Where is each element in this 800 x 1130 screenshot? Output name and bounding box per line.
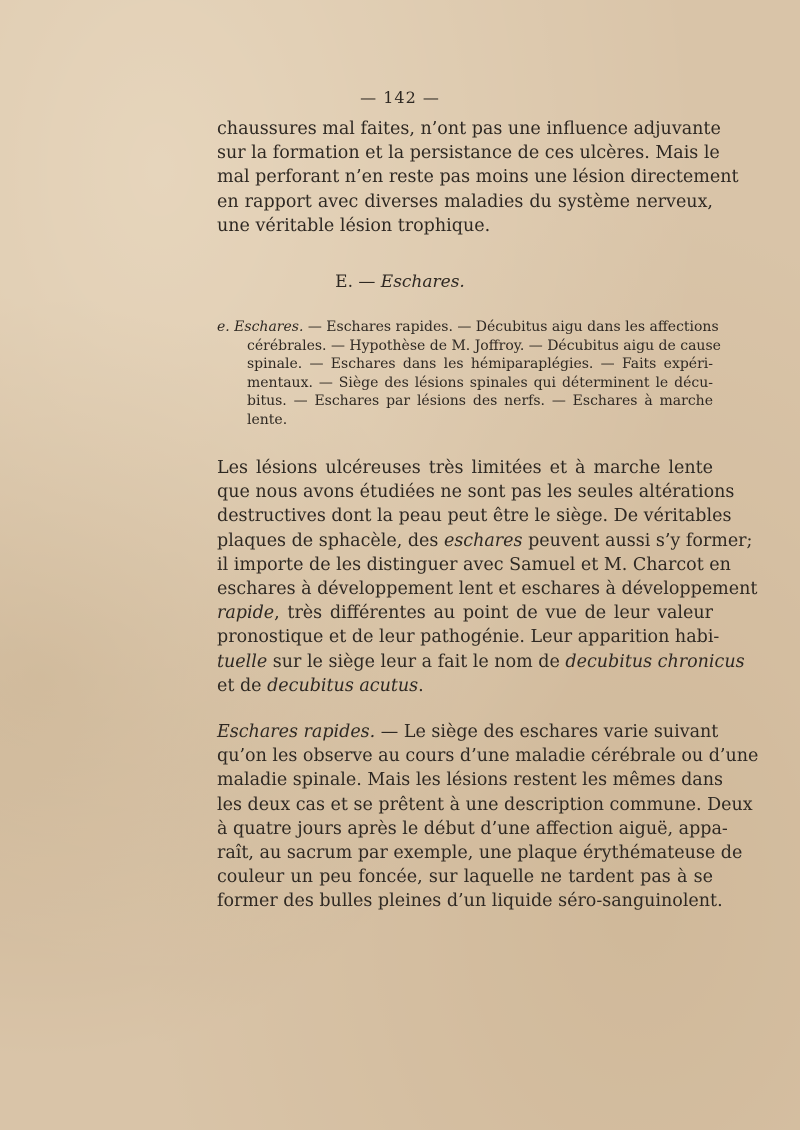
text-line (217, 529, 753, 553)
text-line: chaussures mal faites, n’ont pas une influence adjuvante (217, 119, 721, 139)
text-line: que nous avons étudiées ne sont pas les seules altérations (217, 482, 735, 503)
text-line: eschares à développement lent et eschares à développement (217, 579, 758, 600)
section-letter: E. — (335, 272, 376, 292)
paragraph-eschares-rapides (217, 720, 759, 914)
summary-line: spinale. — Eschares dans les hémiparaplégies. — Faits expéri- (247, 356, 713, 372)
page-number: — 142 — (360, 88, 440, 107)
text-line: en rapport avec diverses maladies du système nerveux, (217, 191, 713, 212)
italic-term: eschares (443, 530, 523, 551)
section-summary (217, 318, 721, 429)
text-line: qu’on les observe au cours d’une maladie cérébrale ou d’une (217, 746, 759, 767)
section-heading (0, 272, 800, 292)
text-line: Les lésions ulcéreuses très limitées et à marche lente (217, 458, 713, 478)
italic-term: decubitus chronicus (565, 651, 745, 672)
text-line: pronostique et de leur pathogénie. Leur apparition habi- (217, 627, 720, 648)
text-line: une véritable lésion trophique. (217, 215, 491, 236)
text-line: mal perforant n’en reste pas moins une lésion directement (217, 167, 739, 188)
summary-line: mentaux. — Siège des lésions spinales qui déterminent le décu- (247, 374, 713, 391)
text-line: il importe de les distinguer avec Samuel et M. Charcot en (217, 554, 731, 575)
paragraph-continuation (217, 117, 739, 238)
text-run: , très différentes au point de vue de leur valeur (274, 603, 713, 624)
paragraph-lesions (217, 456, 758, 698)
text-run: sur le siège leur a fait le nom de (267, 651, 560, 672)
italic-term: rapide (217, 603, 275, 624)
italic-term: decubitus acutus (267, 675, 419, 696)
summary-line: cérébrales. — Hypothèse de M. Joffroy. — Décubitus aigu de cause (247, 337, 721, 354)
text-line (217, 720, 719, 744)
text-line (217, 650, 745, 674)
text-line: former des bulles pleines d’un liquide séro-sanguinolent. (217, 891, 723, 912)
text-line: à quatre jours après le début d’une affection aiguë, appa- (217, 818, 728, 839)
text-run: plaques de sphacèle, des (217, 530, 439, 551)
text-line (217, 674, 713, 698)
section-title: Eschares. (380, 272, 465, 292)
summary-line (217, 318, 719, 337)
text-run: . (418, 675, 424, 696)
summary-line: bitus. — Eschares par lésions des nerfs. — Eschares à marche (247, 393, 713, 409)
text-line: maladie spinale. Mais les lésions restent les mêmes dans (217, 770, 723, 791)
text-line: les deux cas et se prêtent à une description commune. Deux (217, 794, 753, 815)
text-run: peuvent aussi s’y former; (528, 530, 753, 551)
text-line: raît, au sacrum par exemple, une plaque érythémateuse de (217, 843, 743, 864)
text-line: sur la formation et la persistance de ces ulcères. Mais le (217, 143, 720, 164)
italic-term: tuelle (217, 651, 268, 672)
summary-line: lente. (247, 411, 288, 428)
text-line: couleur un peu foncée, sur laquelle ne tardent pas à se (217, 867, 713, 888)
text-line (217, 601, 713, 625)
summary-lead: e. Eschares. (217, 319, 304, 335)
paragraph-lead: Eschares rapides. (217, 722, 376, 742)
summary-text: — Eschares rapides. — Décubitus aigu dans les affections (307, 319, 719, 335)
text-line: destructives dont la peau peut être le siège. De véritables (217, 506, 732, 527)
text-run: — Le siège des eschares varie suivant (375, 722, 719, 742)
text-run: et de (217, 675, 262, 696)
